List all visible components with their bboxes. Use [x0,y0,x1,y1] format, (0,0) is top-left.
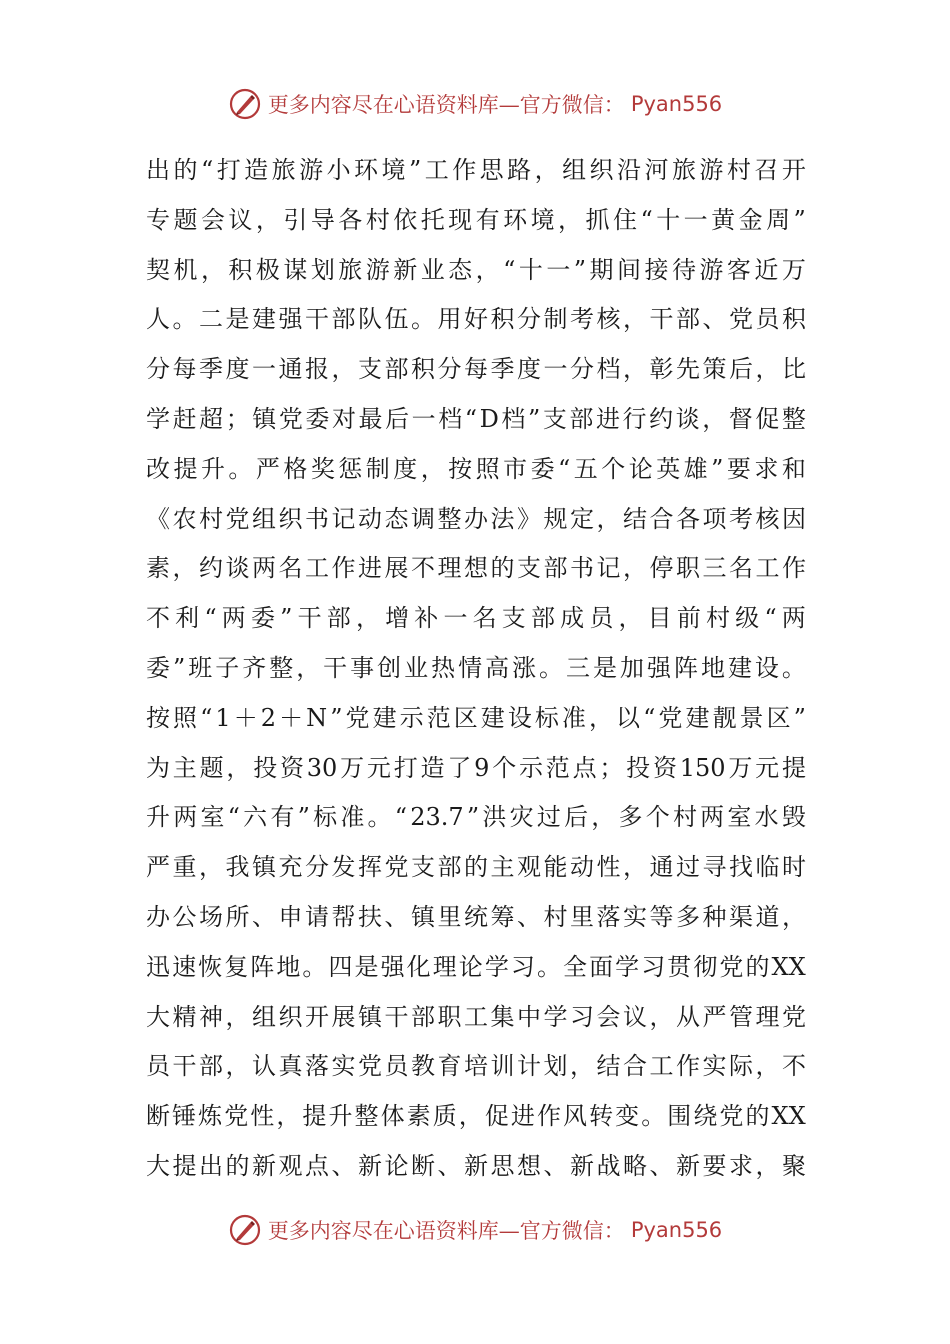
watermark-text: 更多内容尽在心语资料库—官方微信： [267,1219,625,1243]
pen-logo-icon [228,1213,262,1247]
body-line: 大 提 出 的 新 观 点 、 新 论 断 、 新 思 想 、 新 战 略 、 新 要 求 ， 聚 [146,1151,806,1180]
body-line: 《 农 村 党 组 织 书 记 动 态 调 整 办 法 》 规 定 ， 结 合 各 项 考 核 因 [146,504,806,533]
body-line: 迅 速 恢 复 阵 地 。 四 是 强 化 理 论 学 习 。 全 面 学 习 贯 彻 党 的 XX [146,952,806,981]
watermark-text: 更多内容尽在心语资料库—官方微信： [267,93,625,117]
body-line: 严 重 ， 我 镇 充 分 发 挥 党 支 部 的 主 观 能 动 性 ， 通 过 寻 找 临 时 [146,853,806,882]
body-line: 委 ” 班 子 齐 整 ， 干 事 创 业 热 情 高 涨 。 三 是 加 强 阵 地 建 设 。 [146,653,806,682]
watermark-wechat-id: Pyan556 [630,92,723,116]
body-line: 升 两 室 “ 六 有 ” 标 准 。 “ 23.7 ” 洪 灾 过 后 ， 多 个 村 两 室 水 毁 [146,803,806,832]
document-body [146,146,806,1192]
body-line: 办 公 场 所 、 申 请 帮 扶 、 镇 里 统 筹 、 村 里 落 实 等 多 种 渠 道 ， [146,902,806,931]
body-line: 为 主 题 ， 投 资 30 万 元 打 造 了 9 个 示 范 点 ； 投 资 150 万 元 提 [146,753,806,782]
footer-watermark [0,1210,950,1250]
header-watermark [0,84,950,124]
body-line: 分 每 季 度 一 通 报 ， 支 部 积 分 每 季 度 一 分 档 ， 彰 先 策 后 ， 比 [146,355,806,384]
body-line: 素 ， 约 谈 两 名 工 作 进 展 不 理 想 的 支 部 书 记 ， 停 职 三 名 工 作 [146,554,806,583]
body-line: 学 赶 超 ； 镇 党 委 对 最 后 一 档 “ D 档 ” 支 部 进 行 约 谈 ， 督 促 整 [146,404,806,433]
body-line: 大 精 神 ， 组 织 开 展 镇 干 部 职 工 集 中 学 习 会 议 ， 从 严 管 理 党 [146,1002,806,1031]
watermark-wechat-id: Pyan556 [630,1218,723,1242]
body-line: 不 利 “ 两 委 ” 干 部 ， 增 补 一 名 支 部 成 员 ， 目 前 村 级 “ 两 [146,604,806,633]
body-line: 按 照 “ 1 ＋ 2 ＋ N ” 党 建 示 范 区 建 设 标 准 ， 以 “ 党 建 靓 景 区 ” [146,703,806,732]
body-line: 人 。 二 是 建 强 干 部 队 伍 。 用 好 积 分 制 考 核 ， 干 部 、 党 员 积 [146,305,806,334]
body-line: 断 锤 炼 党 性 ， 提 升 整 体 素 质 ， 促 进 作 风 转 变 。 围 绕 党 的 XX [146,1102,806,1131]
body-line: 出 的 “ 打 造 旅 游 小 环 境 ” 工 作 思 路 ， 组 织 沿 河 旅 游 村 召 开 [146,156,806,184]
pen-logo-icon [228,87,262,121]
body-line: 专 题 会 议 ， 引 导 各 村 依 托 现 有 环 境 ， 抓 住 “ 十 一 黄 金 周 ” [146,205,806,234]
body-line: 员 干 部 ， 认 真 落 实 党 员 教 育 培 训 计 划 ， 结 合 工 作 实 际 ， 不 [146,1052,806,1081]
body-line: 改 提 升 。 严 格 奖 惩 制 度 ， 按 照 市 委 “ 五 个 论 英 雄 ” 要 求 和 [146,454,806,483]
body-line: 契 机 ， 积 极 谋 划 旅 游 新 业 态 ， “ 十 一 ” 期 间 接 待 游 客 近 万 [146,255,806,284]
